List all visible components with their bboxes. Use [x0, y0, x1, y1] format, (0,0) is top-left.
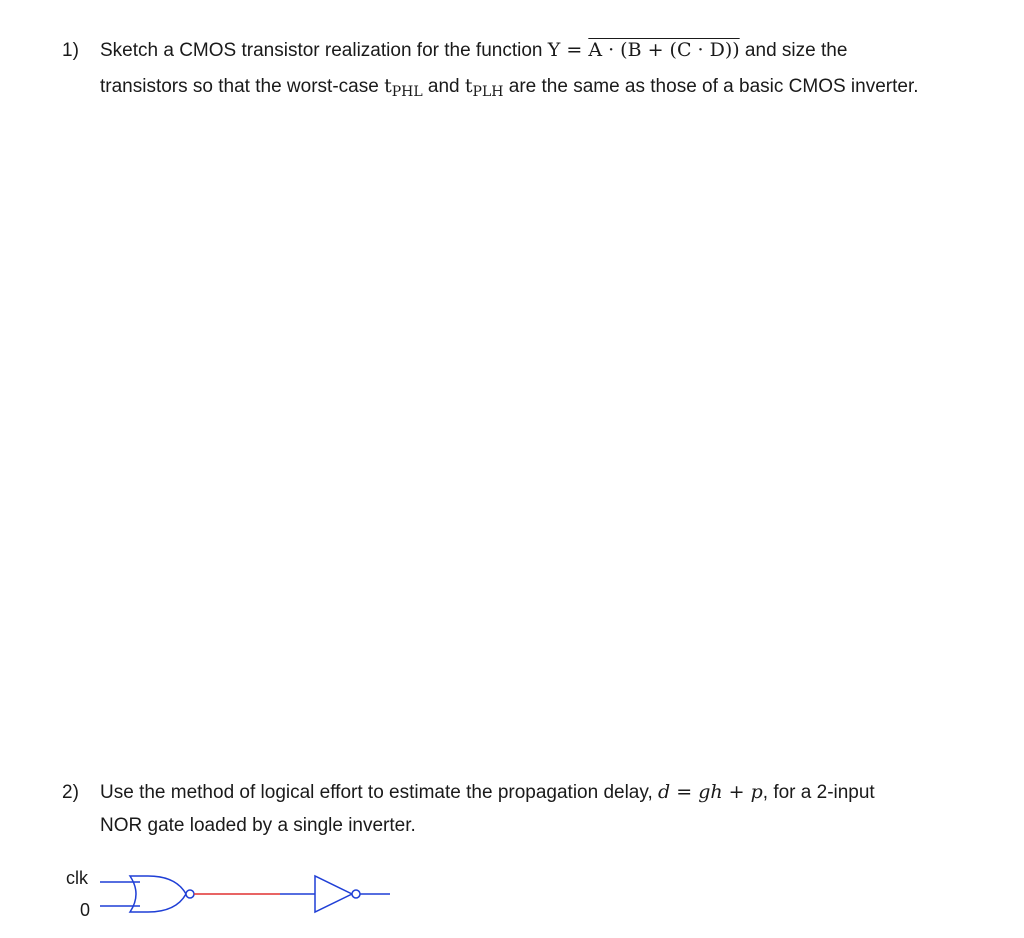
question-1-number: 1) [62, 40, 79, 61]
nor-gate-bubble [186, 890, 194, 898]
q1-tphl-t: t [384, 75, 392, 97]
q2-text-c: NOR gate loaded by a single inverter. [100, 815, 416, 836]
inverter-body [315, 876, 352, 912]
input-label-clk: clk [66, 868, 88, 888]
inverter-bubble [352, 890, 360, 898]
q2-text-a: Use the method of logical effort to estimate the propagation delay, [100, 782, 659, 803]
input-label-0: 0 [80, 900, 91, 920]
question-2-line-1 [100, 780, 875, 805]
q1-tplh-t: t [464, 75, 473, 97]
q1-tphl-sub: PHL [391, 84, 423, 100]
q1-func-rhs: A · (B + (C · D)) [588, 39, 740, 61]
q1-func-lhs: Y = [547, 39, 589, 61]
circuit-diagram [0, 860, 420, 930]
q1-tplh-sub: PLH [472, 84, 504, 100]
question-2-number: 2) [62, 782, 79, 803]
question-2-line-2 [100, 814, 416, 838]
q2-equation-text: d = gh + p [658, 781, 763, 803]
q1-text-b: and size the [739, 40, 848, 61]
q1-text-d: are the same as those of a basic CMOS inverter. [503, 76, 919, 97]
q1-text-and: and [422, 76, 465, 97]
question-1-line-1 [100, 38, 847, 63]
q2-text-b: , for a 2-input [762, 782, 875, 803]
circuit-svg [0, 860, 420, 930]
q1-text-a: Sketch a CMOS transistor realization for the function [100, 40, 548, 61]
question-1-line-2 [100, 74, 919, 100]
q2-equation [658, 781, 763, 803]
q1-text-c: transistors so that the worst-case [100, 76, 385, 97]
